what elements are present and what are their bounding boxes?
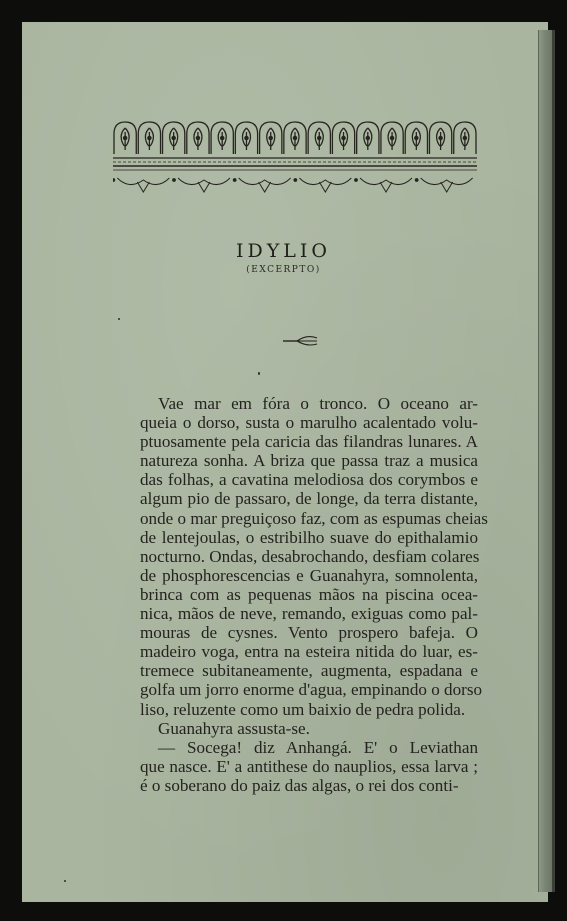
- text-line: — Socega! diz Anhangá. E' o Leviathan: [158, 737, 478, 757]
- text-line: liso, reluzente como um baixio de pedra polida.: [140, 699, 466, 719]
- page-fold-edge: [552, 30, 555, 892]
- page-title: IDYLIO: [236, 240, 331, 262]
- text-line: Guanahyra assusta-se.: [158, 718, 310, 738]
- text-line: nocturno. Ondas, desabrochando, desfiam colares: [140, 546, 480, 566]
- text-line: de lentejoulas, o estribilho suave do epithalamio: [140, 527, 478, 547]
- text-line: Vae mar em fóra o tronco. O oceano ar-: [158, 394, 478, 413]
- page-fold: [538, 30, 553, 892]
- dash-ornament: [283, 332, 319, 348]
- body-text: [140, 394, 488, 795]
- text-line: das folhas, a cavatina melodiosa dos corymbos e: [140, 470, 478, 490]
- text-line: algum pio de passaro, de longe, da terra distante,: [140, 489, 478, 509]
- text-line: brinca com as pequenas mãos na piscina ocea-: [140, 584, 478, 604]
- decorative-header-ornament: [113, 120, 477, 196]
- text-line: natureza sonha. A briza que passa traz a musica: [140, 451, 478, 471]
- text-line: que nasce. E' a antithese do nauplios, essa larva ;: [140, 756, 478, 776]
- text-line: de phosphorescencias e Guanahyra, somnolenta,: [140, 565, 478, 585]
- text-line: queia o dorso, susta o marulho acalentado volu-: [140, 413, 478, 433]
- text-line: ptuosamente pela caricia das filandras lunares. A: [140, 432, 478, 452]
- paper-speck: [64, 880, 66, 882]
- page-subtitle: (EXCERPTO): [246, 265, 321, 275]
- paper-speck: [258, 372, 260, 375]
- text-line: madeiro voga, entra na esteira nitida do luar, es-: [140, 642, 478, 662]
- text-line: nica, mãos de neve, remando, exiguas como pal-: [140, 604, 478, 624]
- text-line: onde o mar preguiçoso faz, com as espumas cheias: [140, 508, 488, 528]
- paper-speck: [118, 318, 120, 320]
- text-line: golfa um jorro enorme d'agua, empinando o dorso: [140, 680, 483, 700]
- text-line: é o soberano do paiz das algas, o rei dos conti-: [140, 775, 459, 795]
- text-line: mouras de cysnes. Vento prospero bafeja. O: [140, 623, 478, 643]
- text-line: tremece subitaneamente, augmenta, espadana e: [140, 661, 478, 681]
